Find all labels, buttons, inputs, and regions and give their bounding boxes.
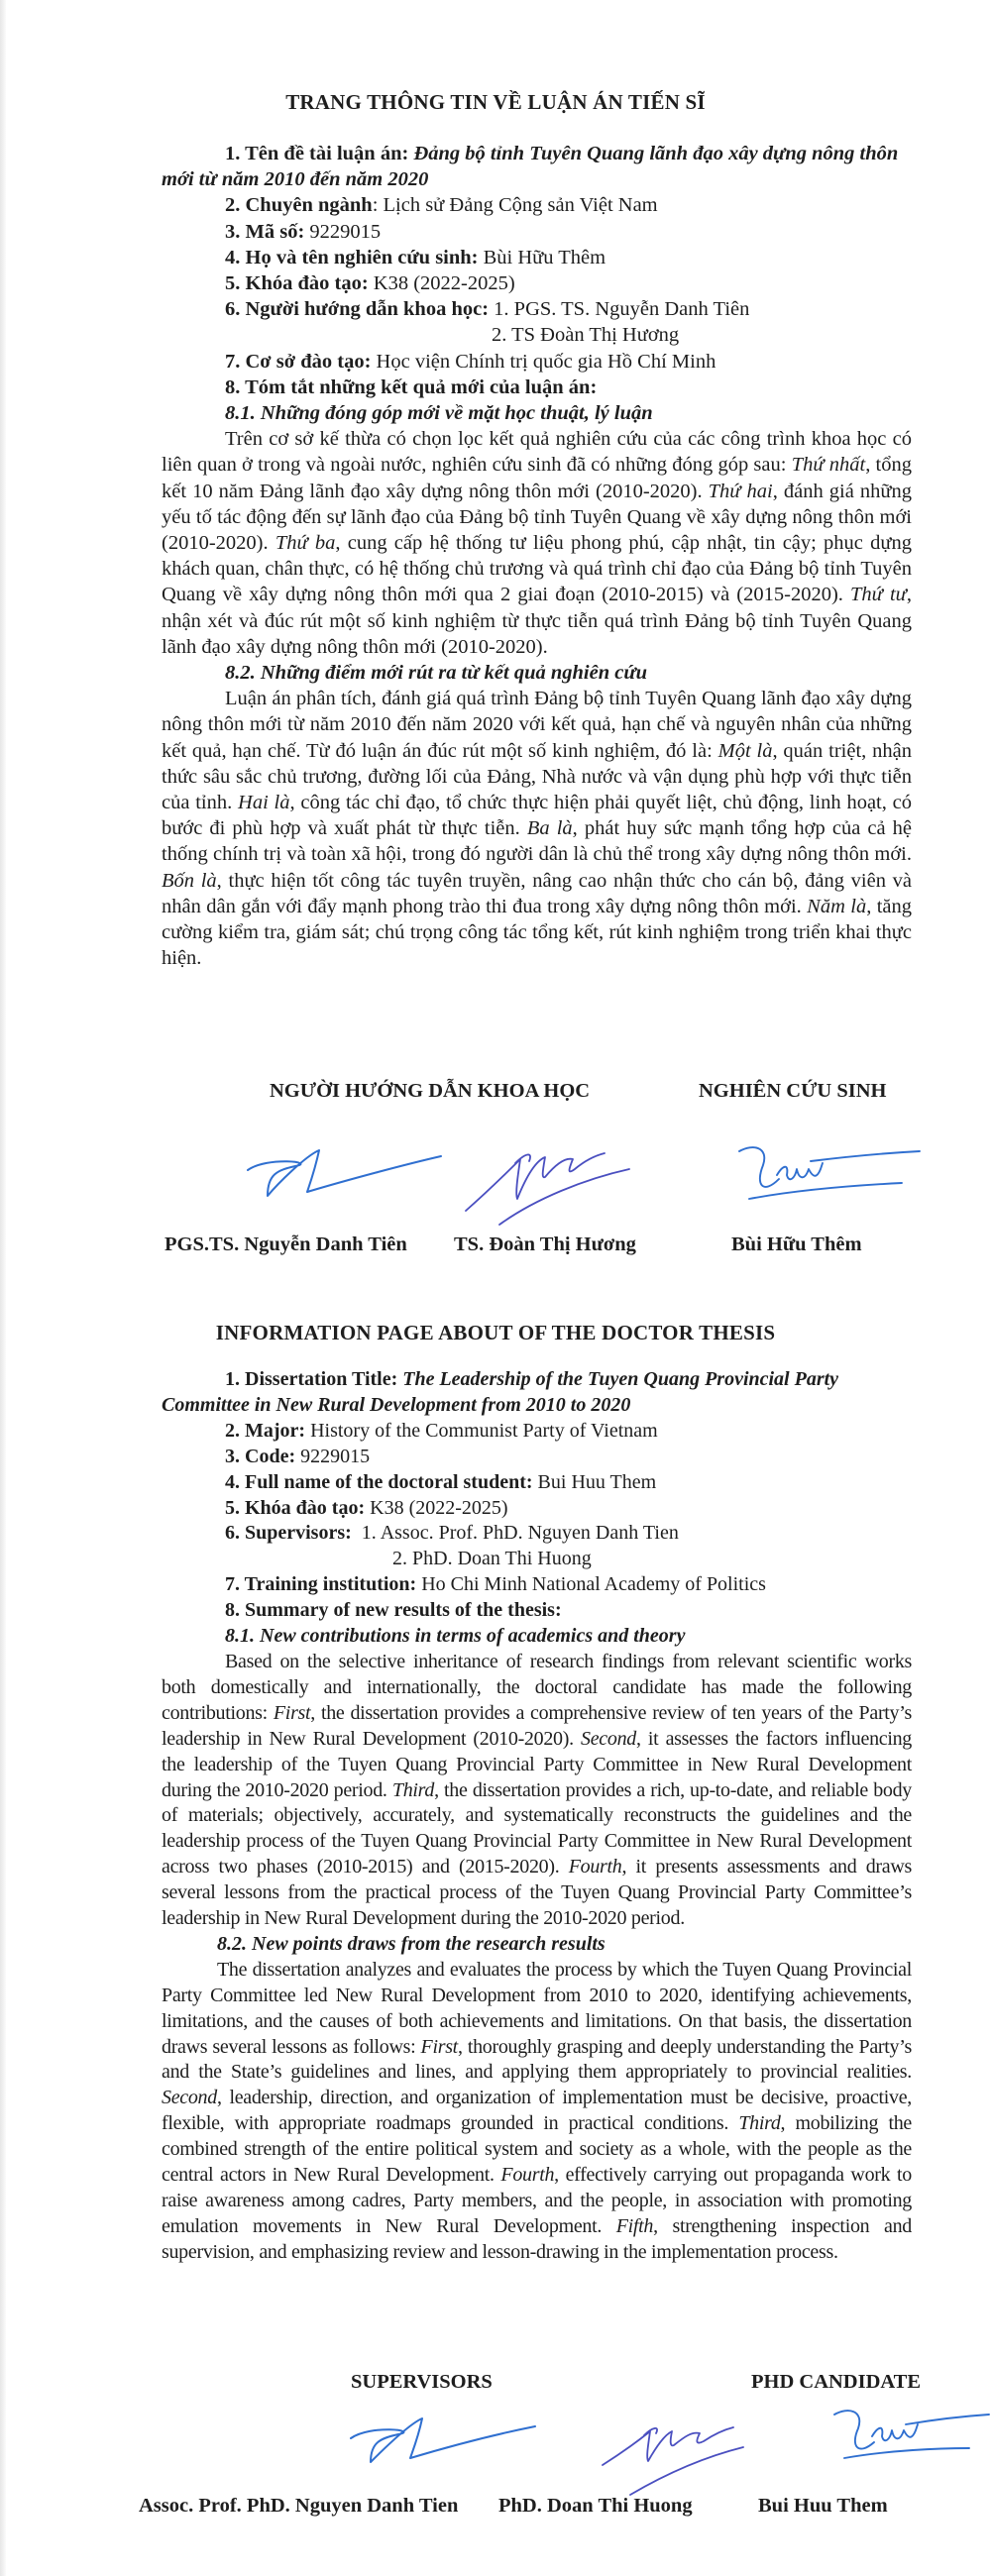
en-item-course: 5. Khóa đào tạo: K38 (2022-2025): [225, 1496, 508, 1519]
en-s81-paragraph: Based on the selective inheritance of research findings from relevant scientific works both domestically and internationally, the doctoral candidate has made the following contributions: First, the dissertation provides a comprehensive review of ten years of the Party’s leadership in New Rural Development (2010-2020). Second, it assesses the factors influencing the leadership of the Tuyen Quang Provincial Party Committee in New Rural Development during the 2010-2020 period. Third, the dissertation provides a rich, up-to-date, and reliable body of materials; objectively, accurately, and systematically reconstructs the guidelines and the leadership process of the Tuyen Quang Provincial Party Committee in New Rural Development across two phases (2010-2015) and (2015-2020). Fourth, it presents assessments and draws several lessons from the practical process of the Tuyen Quang Provincial Party Committee’s leadership in New Rural Development during the 2010-2020 period.: [162, 1650, 913, 1930]
en-name-supervisor-1: Assoc. Prof. PhD. Nguyen Danh Tien: [139, 2495, 459, 2517]
en-item-summary: 8. Summary of new results of the thesis:: [225, 1599, 562, 1622]
en-item-supervisors: 6. Supervisors: 1. Assoc. Prof. PhD. Nguyen Danh Tien: [225, 1522, 679, 1545]
signature-student-en: [830, 2403, 991, 2472]
en-page-title: INFORMATION PAGE ABOUT OF THE DOCTOR THESIS: [215, 1321, 776, 1344]
vi-item-student: 4. Họ và tên nghiên cứu sinh: Bùi Hữu Thêm: [225, 246, 606, 268]
vi-page-title: TRANG THÔNG TIN VỀ LUẬN ÁN TIẾN SĨ: [285, 90, 706, 114]
signature-supervisor-1: [238, 1144, 456, 1204]
signature-supervisor-1-en: [347, 2413, 565, 2472]
en-item-student: 4. Full name of the doctoral student: Bui Huu Them: [225, 1470, 657, 1493]
vi-name-supervisor-2: TS. Đoàn Thị Hương: [454, 1234, 636, 1255]
en-item-supervisor-2: 2. PhD. Doan Thi Huong: [392, 1548, 592, 1570]
en-s81-heading: 8.1. New contributions in terms of academics and theory: [225, 1625, 686, 1648]
vi-item-major: 2. Chuyên ngành: Lịch sử Đảng Cộng sản Việt Nam: [225, 194, 658, 217]
scan-edge: [0, 0, 6, 2576]
vi-item-thesis-title: 1. Tên đề tài luận án: Đảng bộ tỉnh Tuyên Quang lãnh đạo xây dựng nông thôn mới từ năm 2010 đến năm 2020: [162, 143, 899, 191]
vi-name-supervisor-1: PGS.TS. Nguyễn Danh Tiên: [165, 1234, 407, 1255]
vi-s82-paragraph: Luận án phân tích, đánh giá quá trình Đảng bộ tỉnh Tuyên Quang lãnh đạo xây dựng nông thôn mới từ năm 2010 đến năm 2020 với kết quả, hạn chế và nguyên nhân của những kết quả, hạn chế. Từ đó luận án đúc rút một số kinh nghiệm, đó là: Một là, quán triệt, nhận thức sâu sắc chủ trương, đường lối của Đảng, Nhà nước và vận dụng phù hợp với thực tiễn của tỉnh. Hai là, công tác chỉ đạo, tổ chức thực hiện phải quyết liệt, chủ động, linh hoạt, có bước đi phù hợp và xuất phát từ thực tiễn. Ba là, phát huy sức mạnh tổng hợp của cả hệ thống chính trị và toàn xã hội, trong đó người dân là chủ thể trong xây dựng nông thôn mới. Bốn là, thực hiện tốt công tác tuyên truyền, nâng cao nhận thức cho cán bộ, đảng viên và nhân dân gắn với đẩy mạnh phong trào thi đua trong xây dựng nông thôn mới. Năm là, tăng cường kiểm tra, giám sát; chú trọng công tác tổng kết, rút kinh nghiệm trong triển khai thực hiện.: [162, 688, 913, 970]
en-student-heading: PHD CANDIDATE: [751, 2371, 922, 2393]
en-name-supervisor-2: PhD. Doan Thi Huong: [498, 2495, 693, 2517]
en-item-major: 2. Major: History of the Communist Party of Vietnam: [225, 1419, 658, 1442]
en-s82-heading: 8.2. New points draws from the research results: [217, 1932, 606, 1955]
vi-s81-heading: 8.1. Những đóng góp mới về mặt học thuật, lý luận: [225, 402, 653, 425]
en-name-student: Bui Huu Them: [758, 2495, 888, 2517]
vi-info-block: [162, 141, 912, 972]
en-item-institution: 7. Training institution: Ho Chi Minh National Academy of Politics: [225, 1573, 766, 1596]
en-s82-paragraph: The dissertation analyzes and evaluates the process by which the Tuyen Quang Provincial Party Committee led New Rural Development from 2010 to 2020, identifying achievements, limitations, and the causes of both achievements and limitations. On that basis, the dissertation draws several lessons as follows: First, thoroughly grasping and deeply understanding the Party’s and the State’s guidelines and lines, and applying them appropriately to provincial realities. Second, leadership, direction, and organization of implementation must be decisive, proactive, flexible, with appropriate roadmaps grounded in practical conditions. Third, mobilizing the combined strength of the entire political system and society as a whole, with the people as the central actors in New Rural Development. Fourth, effectively carrying out propaganda work to raise awareness among cadres, Party members, and the people, in association with promoting emulation movements in New Rural Development. Fifth, strengthening inspection and supervision, and emphasizing review and lesson-drawing in the implementation process.: [162, 1958, 912, 2263]
vi-s81-paragraph: Trên cơ sở kế thừa có chọn lọc kết quả nghiên cứu của các công trình khoa học có liên quan ở trong và ngoài nước, nghiên cứu sinh đã có những đóng góp sau: Thứ nhất, tổng kết 10 năm Đảng lãnh đạo xây dựng nông thôn mới (2010-2020). Thứ hai, đánh giá những yếu tố tác động đến sự lãnh đạo của Đảng bộ tỉnh Tuyên Quang về xây dựng nông thôn mới (2010-2020). Thứ ba, cung cấp hệ thống tư liệu phong phú, cập nhật, tin cậy; phục dựng khách quan, chân thực, có hệ thống chủ trương và quá trình chỉ đạo của Đảng bộ tỉnh Tuyên Quang về xây dựng nông thôn mới qua 2 giai đoạn (2010-2015) và (2015-2020). Thứ tư, nhận xét và đúc rút một số kinh nghiệm từ thực tiễn quá trình Đảng bộ tỉnh Tuyên Quang lãnh đạo xây dựng nông thôn mới (2010-2020).: [162, 428, 913, 658]
vi-item-summary: 8. Tóm tắt những kết quả mới của luận án:: [225, 376, 598, 398]
signature-student: [733, 1139, 932, 1209]
vi-supervisors-heading: NGƯỜI HƯỚNG DẪN KHOA HỌC: [270, 1080, 591, 1102]
en-item-code: 3. Code: 9229015: [225, 1445, 371, 1467]
vi-student-heading: NGHIÊN CỨU SINH: [699, 1080, 887, 1102]
vi-item-institution: 7. Cơ sở đào tạo: Học viện Chính trị quốc gia Hồ Chí Minh: [225, 350, 716, 373]
vi-item-supervisors: 6. Người hướng dẫn khoa học: 1. PGS. TS. Nguyễn Danh Tiên: [225, 298, 750, 321]
signature-supervisor-2-en: [595, 2417, 783, 2507]
vi-item-supervisor-2: 2. TS Đoàn Thị Hương: [492, 324, 680, 347]
vi-item-code: 3. Mã số: 9229015: [225, 220, 382, 243]
en-supervisors-heading: SUPERVISORS: [351, 2371, 493, 2393]
vi-name-student: Bùi Hữu Thêm: [731, 1234, 862, 1255]
en-item-thesis-title: 1. Dissertation Title: The Leadership of the Tuyen Quang Provincial Party Committee in New Rural Development from 2010 to 2020: [162, 1368, 839, 1416]
signature-supervisor-2: [456, 1139, 644, 1229]
vi-item-course: 5. Khóa đào tạo: K38 (2022-2025): [225, 272, 515, 295]
en-info-block: [162, 1367, 912, 2266]
vi-s82-heading: 8.2. Những điểm mới rút ra từ kết quả nghiên cứu: [225, 662, 648, 685]
